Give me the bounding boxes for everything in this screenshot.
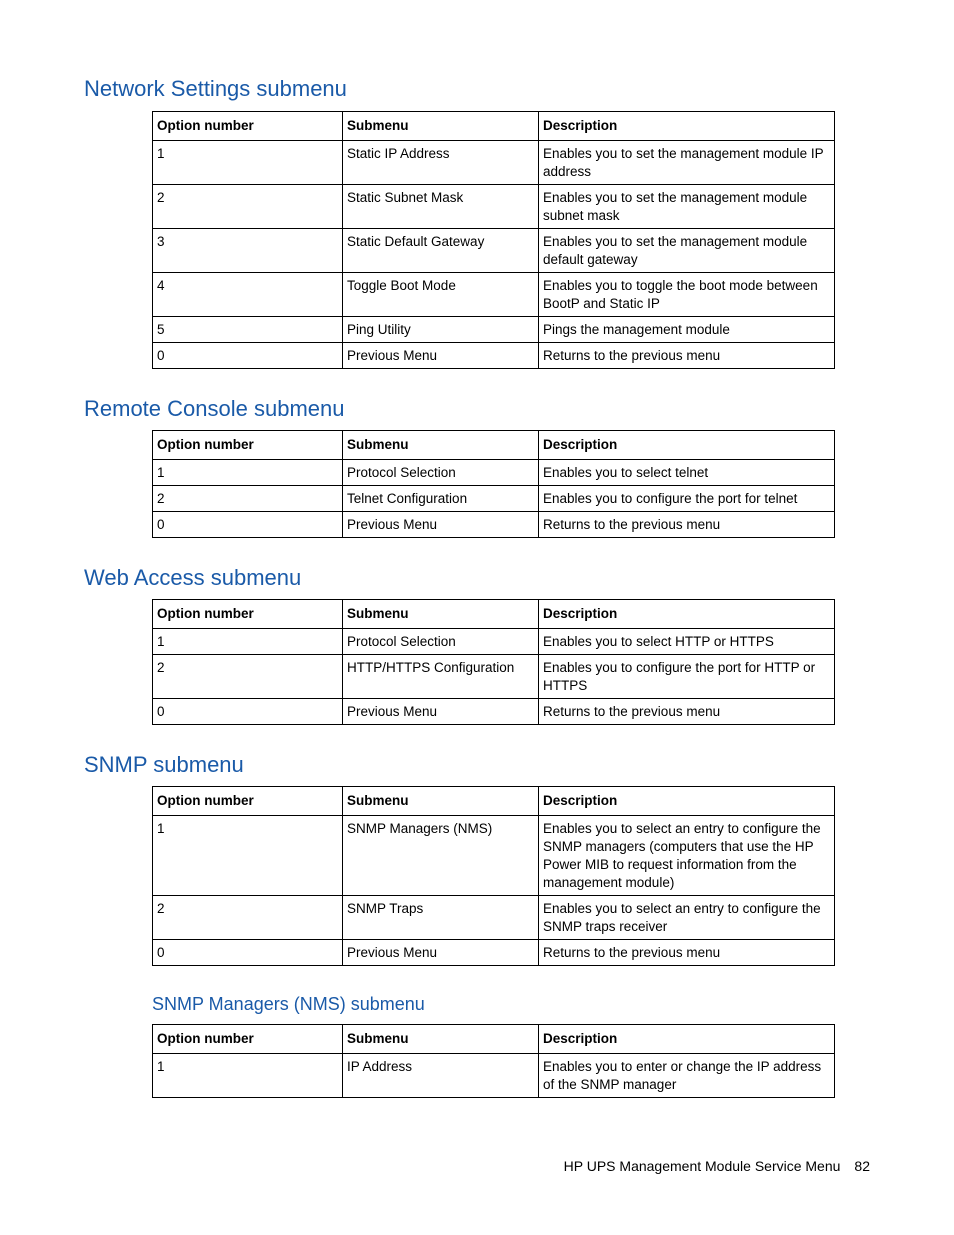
option-number-cell: 1: [153, 141, 343, 185]
submenu-cell: Previous Menu: [343, 940, 539, 966]
submenu-cell: Toggle Boot Mode: [343, 273, 539, 317]
column-header: Description: [539, 787, 835, 816]
footer-title: HP UPS Management Module Service Menu: [563, 1158, 841, 1174]
option-number-cell: 0: [153, 343, 343, 369]
description-cell: Returns to the previous menu: [539, 512, 835, 538]
description-cell: Pings the management module: [539, 317, 835, 343]
option-number-cell: 5: [153, 317, 343, 343]
option-number-cell: 1: [153, 816, 343, 896]
heading-snmp-managers: SNMP Managers (NMS) submenu: [152, 994, 425, 1014]
description-cell: Enables you to set the management module subnet mask: [539, 185, 835, 229]
table-header-row: [153, 787, 835, 816]
submenu-cell: Ping Utility: [343, 317, 539, 343]
option-number-cell: 4: [153, 273, 343, 317]
description-cell: Enables you to toggle the boot mode between BootP and Static IP: [539, 273, 835, 317]
table-row: [153, 655, 835, 699]
table-row: [153, 460, 835, 486]
heading-remote-console: Remote Console submenu: [84, 396, 345, 421]
option-number-cell: 1: [153, 460, 343, 486]
description-cell: Returns to the previous menu: [539, 940, 835, 966]
submenu-cell: Static Subnet Mask: [343, 185, 539, 229]
web-access-table: [152, 599, 835, 725]
column-header: Submenu: [343, 787, 539, 816]
option-number-cell: 0: [153, 940, 343, 966]
network-settings-table: [152, 111, 835, 369]
table-header-row: [153, 112, 835, 141]
page-footer: [0, 1158, 870, 1174]
column-header: Option number: [153, 431, 343, 460]
heading-web-access: Web Access submenu: [84, 565, 302, 590]
submenu-cell: Static IP Address: [343, 141, 539, 185]
snmp-managers-table: [152, 1024, 835, 1098]
remote-console-table: [152, 430, 835, 538]
submenu-cell: SNMP Managers (NMS): [343, 816, 539, 896]
table-row: [153, 229, 835, 273]
submenu-cell: Previous Menu: [343, 699, 539, 725]
table-row: [153, 185, 835, 229]
column-header: Submenu: [343, 112, 539, 141]
description-cell: Enables you to select an entry to configure the SNMP traps receiver: [539, 896, 835, 940]
description-cell: Returns to the previous menu: [539, 699, 835, 725]
column-header: Submenu: [343, 600, 539, 629]
description-cell: Enables you to select telnet: [539, 460, 835, 486]
description-cell: Enables you to select HTTP or HTTPS: [539, 629, 835, 655]
submenu-cell: Static Default Gateway: [343, 229, 539, 273]
description-cell: Enables you to set the management module IP address: [539, 141, 835, 185]
table-header-row: [153, 431, 835, 460]
option-number-cell: 2: [153, 896, 343, 940]
description-cell: Returns to the previous menu: [539, 343, 835, 369]
table-header-row: [153, 1025, 835, 1054]
option-number-cell: 2: [153, 486, 343, 512]
submenu-cell: Protocol Selection: [343, 460, 539, 486]
option-number-cell: 2: [153, 655, 343, 699]
option-number-cell: 2: [153, 185, 343, 229]
table-row: [153, 699, 835, 725]
table-row: [153, 816, 835, 896]
snmp-table: [152, 786, 835, 966]
column-header: Description: [539, 431, 835, 460]
table-row: [153, 940, 835, 966]
column-header: Submenu: [343, 1025, 539, 1054]
column-header: Option number: [153, 112, 343, 141]
column-header: Description: [539, 600, 835, 629]
table-row: [153, 273, 835, 317]
table-header-row: [153, 600, 835, 629]
table-row: [153, 1054, 835, 1098]
option-number-cell: 1: [153, 1054, 343, 1098]
submenu-cell: Protocol Selection: [343, 629, 539, 655]
table-row: [153, 486, 835, 512]
column-header: Option number: [153, 600, 343, 629]
table-row: [153, 141, 835, 185]
submenu-cell: HTTP/HTTPS Configuration: [343, 655, 539, 699]
description-cell: Enables you to select an entry to configure the SNMP managers (computers that use the HP Power MIB to request information from the management module): [539, 816, 835, 896]
submenu-cell: IP Address: [343, 1054, 539, 1098]
option-number-cell: 1: [153, 629, 343, 655]
table-row: [153, 343, 835, 369]
column-header: Option number: [153, 1025, 343, 1054]
heading-network-settings: Network Settings submenu: [84, 76, 347, 101]
option-number-cell: 0: [153, 512, 343, 538]
table-row: [153, 317, 835, 343]
submenu-cell: Telnet Configuration: [343, 486, 539, 512]
description-cell: Enables you to enter or change the IP address of the SNMP manager: [539, 1054, 835, 1098]
table-row: [153, 896, 835, 940]
column-header: Submenu: [343, 431, 539, 460]
description-cell: Enables you to configure the port for HTTP or HTTPS: [539, 655, 835, 699]
table-row: [153, 629, 835, 655]
description-cell: Enables you to set the management module default gateway: [539, 229, 835, 273]
page-number: 82: [854, 1158, 870, 1174]
description-cell: Enables you to configure the port for telnet: [539, 486, 835, 512]
submenu-cell: Previous Menu: [343, 512, 539, 538]
column-header: Option number: [153, 787, 343, 816]
submenu-cell: Previous Menu: [343, 343, 539, 369]
column-header: Description: [539, 1025, 835, 1054]
table-row: [153, 512, 835, 538]
column-header: Description: [539, 112, 835, 141]
submenu-cell: SNMP Traps: [343, 896, 539, 940]
option-number-cell: 0: [153, 699, 343, 725]
option-number-cell: 3: [153, 229, 343, 273]
heading-snmp: SNMP submenu: [84, 752, 244, 777]
